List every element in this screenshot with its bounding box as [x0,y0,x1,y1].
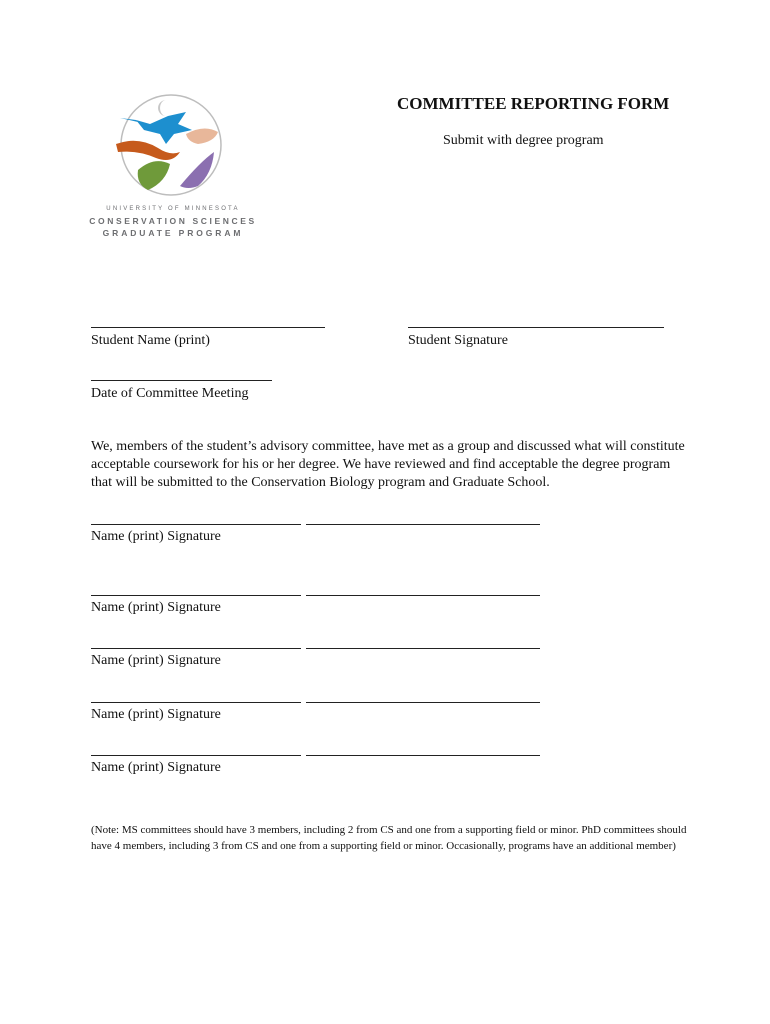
member-signature-line[interactable] [306,702,540,703]
member-signature-line[interactable] [306,755,540,756]
student-name-label: Student Name (print) [91,333,210,348]
conservation-logo-emblem [108,90,238,205]
student-signature-label: Student Signature [408,333,508,348]
logo-university-text: UNIVERSITY OF MINNESOTA [106,206,240,212]
member-signature-line[interactable] [306,648,540,649]
committee-statement: We, members of the student’s advisory committee, have met as a group and discussed what will constitute acceptable coursework for his or her degree. We have reviewed and find acceptable the degree program that will be submitted to the Conservation Biology program and Graduate School. [91,439,685,490]
meeting-date-label: Date of Committee Meeting [91,386,249,401]
member-name-line[interactable] [91,595,301,596]
member-label: Name (print) Signature [91,529,221,544]
logo-program-line2: GRADUATE PROGRAM [102,228,244,238]
meeting-date-line[interactable] [91,380,272,381]
form-title: COMMITTEE REPORTING FORM [397,94,670,113]
member-label: Name (print) Signature [91,600,221,615]
logo-program-line1: CONSERVATION SCIENCES [89,216,257,226]
member-signature-line[interactable] [306,595,540,596]
student-signature-line[interactable] [408,327,664,328]
member-name-line[interactable] [91,755,301,756]
committee-note: (Note: MS committees should have 3 members, including 2 from CS and one from a supporting field or minor. PhD committees should have 4 members, including 3 from CS and one from a supporting field or minor. Occasionally, programs have an additional member) [91,824,687,852]
member-name-line[interactable] [91,524,301,525]
member-name-line[interactable] [91,648,301,649]
member-label: Name (print) Signature [91,707,221,722]
form-subtitle: Submit with degree program [443,133,604,148]
member-label: Name (print) Signature [91,653,221,668]
member-signature-line[interactable] [306,524,540,525]
program-logo [88,90,258,240]
member-label: Name (print) Signature [91,760,221,775]
student-name-line[interactable] [91,327,325,328]
member-name-line[interactable] [91,702,301,703]
